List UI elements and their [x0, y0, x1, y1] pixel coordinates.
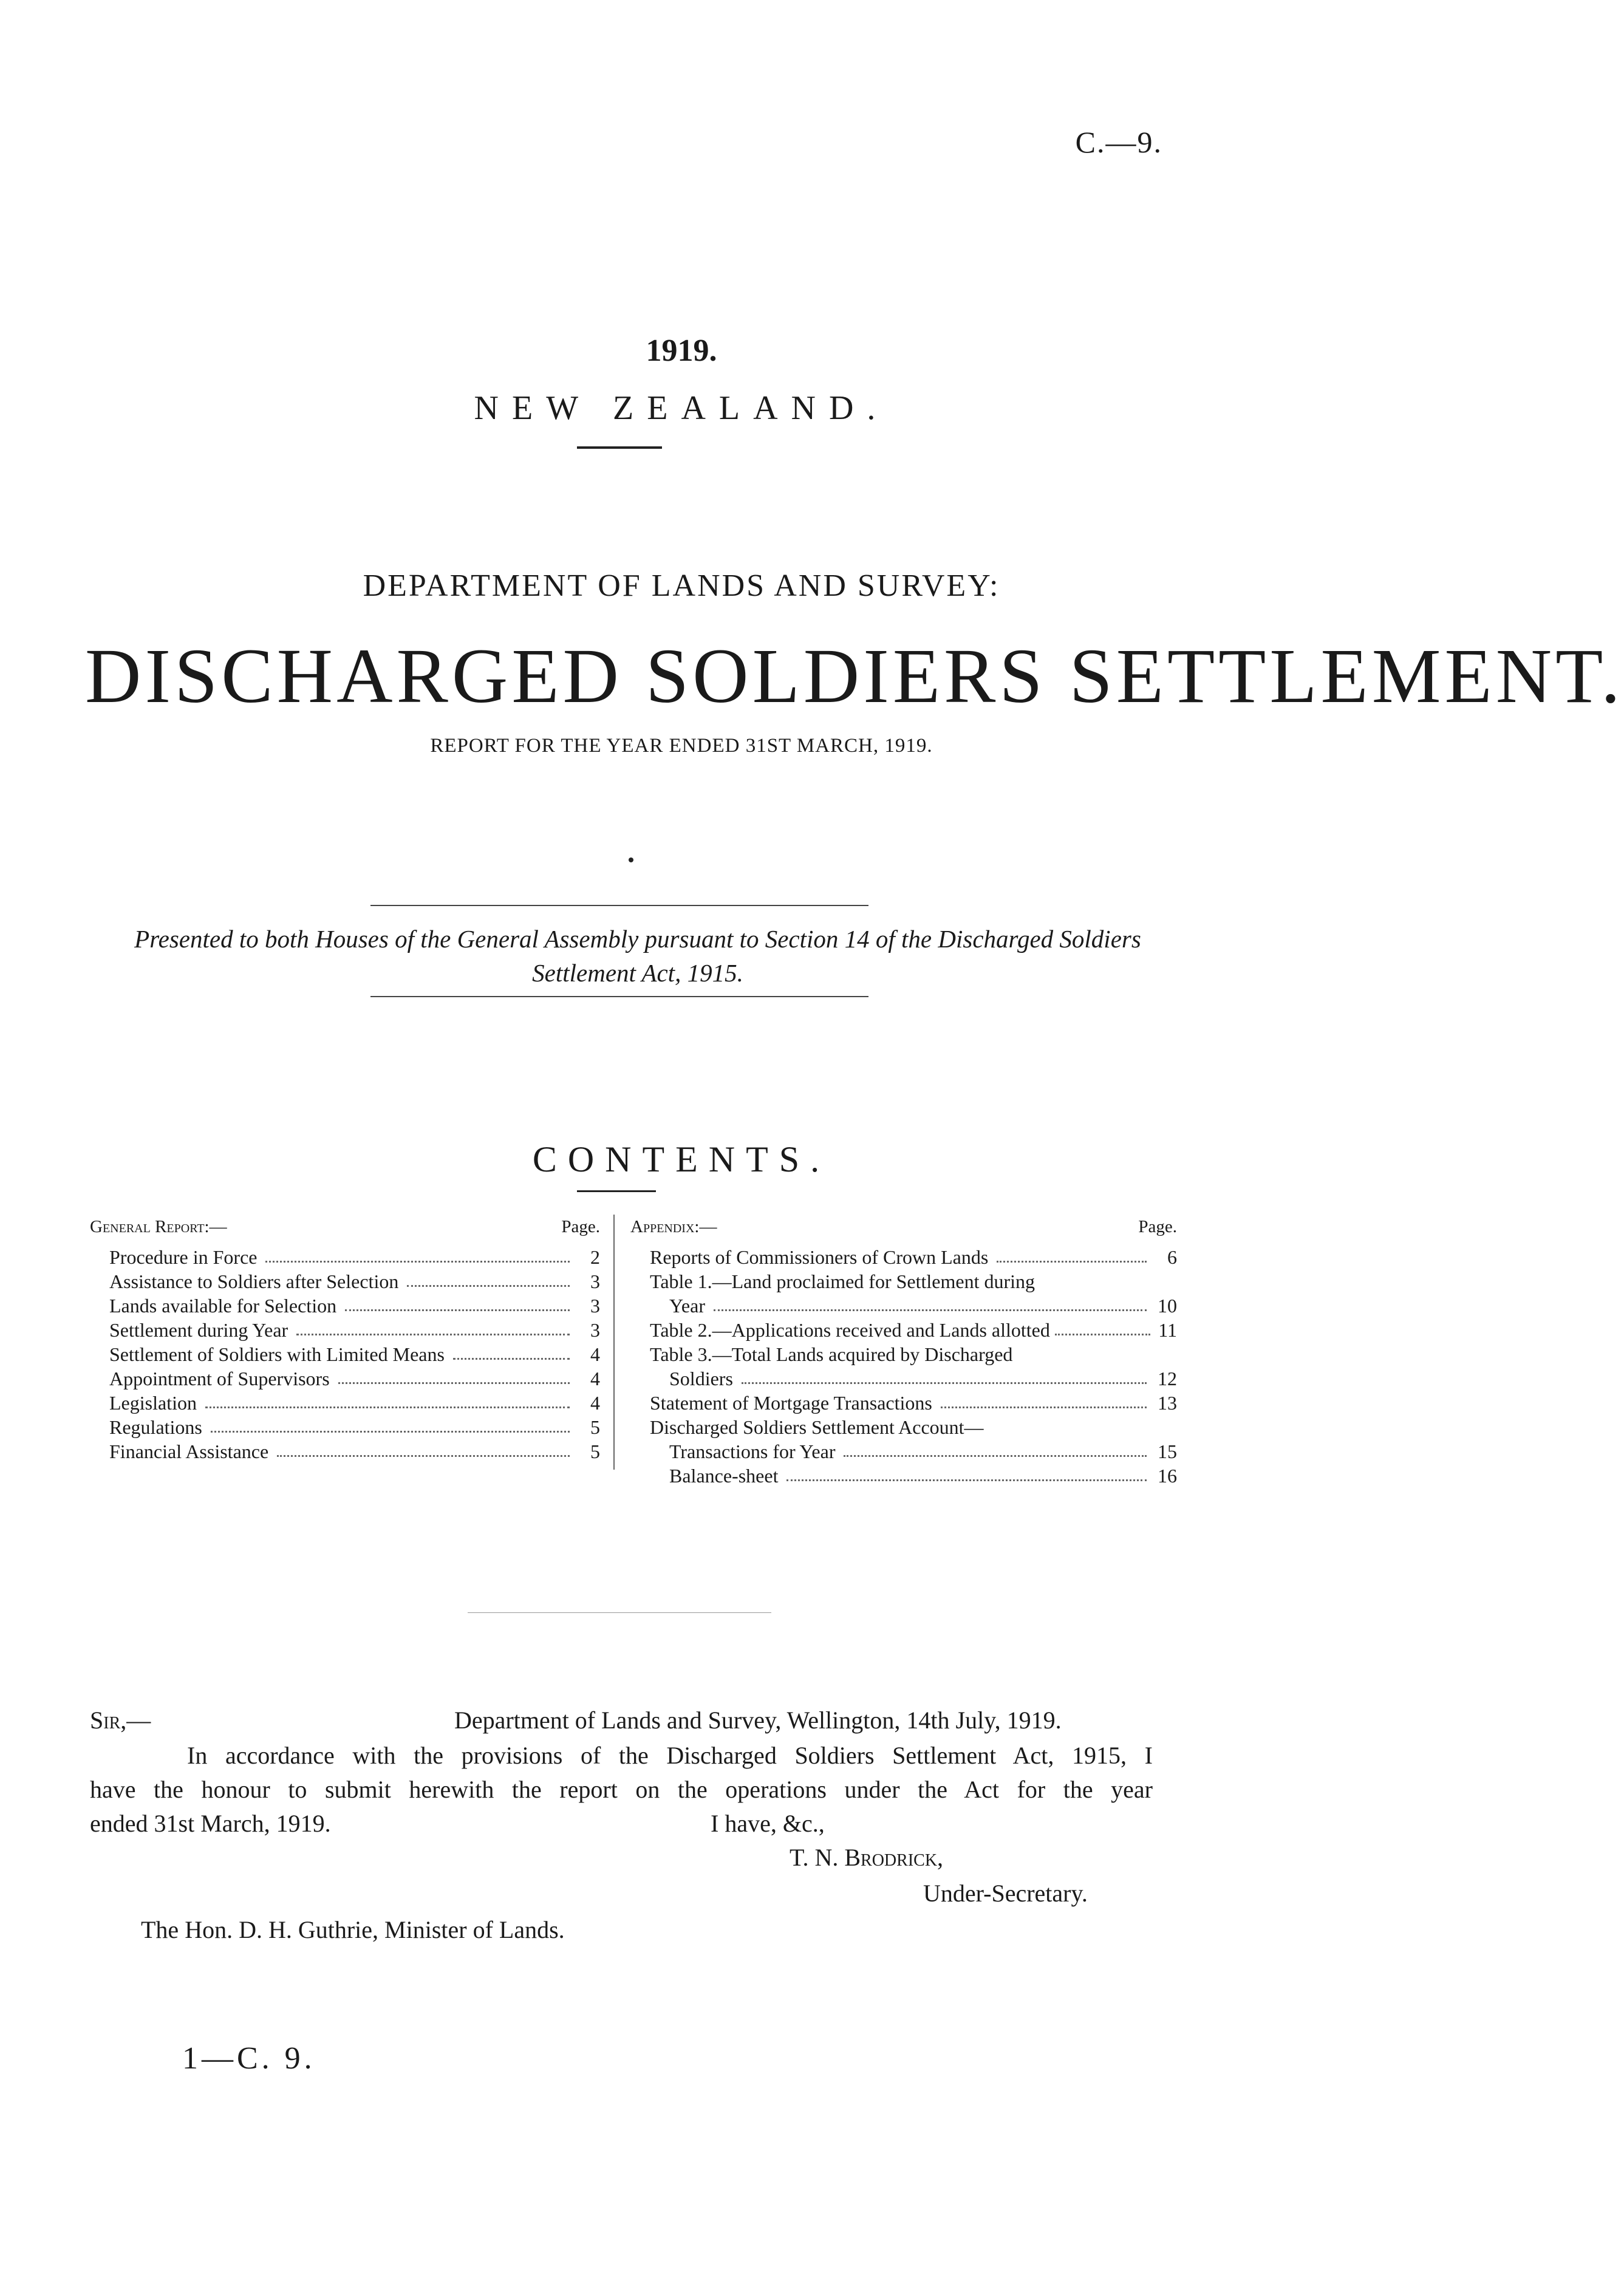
toc-entry[interactable] [630, 1245, 1177, 1269]
toc-entry[interactable] [630, 1464, 1177, 1488]
toc-entry-label: Appointment of Supervisors [109, 1368, 330, 1389]
toc-entry[interactable] [630, 1269, 1177, 1318]
paper-reference: C.—9. [1075, 125, 1162, 159]
toc-entry-page: 10 [1158, 1295, 1177, 1317]
toc-entry-label-cont: Soldiers [669, 1368, 733, 1389]
contents-rule [577, 1190, 656, 1192]
toc-entry-label: Transactions for Year [669, 1441, 836, 1462]
report-title: DISCHARGED SOLDIERS SETTLEMENT. [85, 633, 1624, 719]
dot-leader [205, 1406, 570, 1408]
toc-entry-label: Assistance to Soldiers after Selection [109, 1270, 399, 1292]
toc-entry[interactable] [90, 1294, 600, 1318]
toc-entry[interactable] [90, 1366, 600, 1391]
toc-entry-page: 3 [590, 1295, 600, 1317]
toc-entry[interactable] [630, 1439, 1177, 1464]
dot-leader [296, 1334, 570, 1335]
toc-entry-page: 3 [590, 1319, 600, 1341]
toc-entry-label-cont: Year [669, 1295, 705, 1317]
toc-entry-label: Table 3.—Total Lands acquired by Discharged [650, 1343, 1013, 1365]
toc-entry[interactable] [630, 1391, 1177, 1415]
toc-entry-label: Statement of Mortgage Transactions [650, 1392, 932, 1414]
dot-leader [338, 1382, 570, 1384]
toc-entry-label: Discharged Soldiers Settlement Account— [650, 1416, 984, 1438]
toc-entry-page: 15 [1158, 1441, 1177, 1462]
toc-entry-page: 3 [590, 1270, 600, 1292]
presentation-note [85, 922, 1190, 990]
contents-right-column [630, 1215, 1177, 1488]
letter-addressee: The Hon. D. H. Guthrie, Minister of Lands. [141, 1916, 565, 1943]
toc-entry[interactable] [90, 1245, 600, 1269]
toc-entry-page: 11 [1158, 1319, 1177, 1341]
toc-entry-label: Lands available for Selection [109, 1295, 337, 1317]
toc-entry-label: Settlement of Soldiers with Limited Means [109, 1343, 445, 1365]
presentation-note-line1: Presented to both Houses of the General Assembly pursuant to Section 14 of the Discharged Soldiers [134, 925, 1141, 953]
contents-title: CONTENTS. [532, 1139, 831, 1179]
dot-leader [997, 1261, 1147, 1263]
toc-entry-label: Procedure in Force [109, 1246, 258, 1268]
dot-leader [453, 1358, 570, 1360]
toc-entry-label: Reports of Commissioners of Crown Lands [650, 1246, 989, 1268]
decorative-dot [629, 858, 633, 862]
department-heading: DEPARTMENT OF LANDS AND SURVEY: [363, 568, 1000, 603]
sheet-reference: 1—C. 9. [182, 2041, 316, 2076]
toc-entry-page: 5 [590, 1416, 600, 1438]
toc-entry-page: 4 [590, 1392, 600, 1414]
toc-entry-page: 12 [1158, 1368, 1177, 1389]
dot-leader [742, 1382, 1147, 1384]
contents-left-column [90, 1215, 600, 1464]
toc-entry-page: 5 [590, 1441, 600, 1462]
toc-entry-page: 16 [1158, 1465, 1177, 1487]
presented-bottom-rule [370, 996, 868, 997]
toc-entry[interactable] [90, 1415, 600, 1439]
letter-signatory-title: Under-Secretary. [923, 1880, 1088, 1907]
dot-leader [277, 1455, 570, 1457]
toc-entry[interactable] [630, 1318, 1177, 1342]
presented-top-rule [370, 905, 868, 906]
contents-end-rule [468, 1612, 771, 1613]
contents-left-header [90, 1215, 600, 1239]
dot-leader [786, 1479, 1147, 1481]
toc-entry-label: Balance-sheet [669, 1465, 779, 1487]
letter-closing: I have, &c., [711, 1810, 825, 1837]
letter-signatory: T. N. Brodrick, [790, 1844, 944, 1871]
dot-leader [407, 1285, 570, 1287]
toc-entry[interactable] [90, 1342, 600, 1366]
dot-leader [941, 1406, 1147, 1408]
toc-entry-page: 6 [1167, 1246, 1177, 1268]
toc-entry-label: Table 1.—Land proclaimed for Settlement during [650, 1270, 1035, 1292]
country-heading: NEW ZEALAND. [474, 389, 889, 427]
presentation-note-line2: Settlement Act, 1915. [532, 959, 743, 987]
toc-group-heading [630, 1415, 1177, 1439]
letter-address-line: Department of Lands and Survey, Wellington, 14th July, 1919. [454, 1706, 1062, 1734]
dot-leader [211, 1431, 570, 1433]
toc-entry-label: Financial Assistance [109, 1441, 269, 1462]
right-page-label: Page. [1138, 1217, 1177, 1236]
appendix-heading: Appendix:— [630, 1217, 717, 1236]
toc-entry[interactable] [90, 1269, 600, 1294]
toc-entry-label: Table 2.—Applications received and Lands allotted [650, 1319, 1050, 1341]
dot-leader [265, 1261, 570, 1263]
letter-body-line1: In accordance with the provisions of the Discharged Soldiers Settlement Act, 1915, I [187, 1742, 1153, 1769]
contents-column-divider [613, 1215, 615, 1470]
dot-leader [1055, 1334, 1150, 1335]
dot-leader [844, 1455, 1147, 1457]
left-page-label: Page. [561, 1217, 600, 1236]
toc-entry[interactable] [90, 1439, 600, 1464]
general-report-heading: General Report:— [90, 1217, 227, 1236]
toc-entry-label: Legislation [109, 1392, 197, 1414]
toc-entry-page: 2 [590, 1246, 600, 1268]
toc-entry-label: Regulations [109, 1416, 202, 1438]
toc-entry-page: 4 [590, 1368, 600, 1389]
year-heading: 1919. [646, 333, 717, 368]
toc-entry-page: 13 [1158, 1392, 1177, 1414]
dot-leader [345, 1309, 570, 1311]
toc-entry[interactable] [90, 1391, 600, 1415]
toc-entry[interactable] [90, 1318, 600, 1342]
letter-salutation: Sir,— [90, 1706, 151, 1734]
contents-right-header [630, 1215, 1177, 1239]
letter-body-line2: have the honour to submit herewith the report on the operations under the Act for the year [90, 1776, 1153, 1803]
letter-body-line3: ended 31st March, 1919. [90, 1810, 331, 1837]
dot-leader [714, 1309, 1147, 1311]
toc-entry-page: 4 [590, 1343, 600, 1365]
report-subtitle: REPORT FOR THE YEAR ENDED 31ST MARCH, 1919. [430, 735, 933, 757]
title-rule [577, 446, 662, 449]
letter-body [90, 1739, 1153, 1841]
toc-entry[interactable] [630, 1342, 1177, 1391]
toc-entry-label: Settlement during Year [109, 1319, 288, 1341]
